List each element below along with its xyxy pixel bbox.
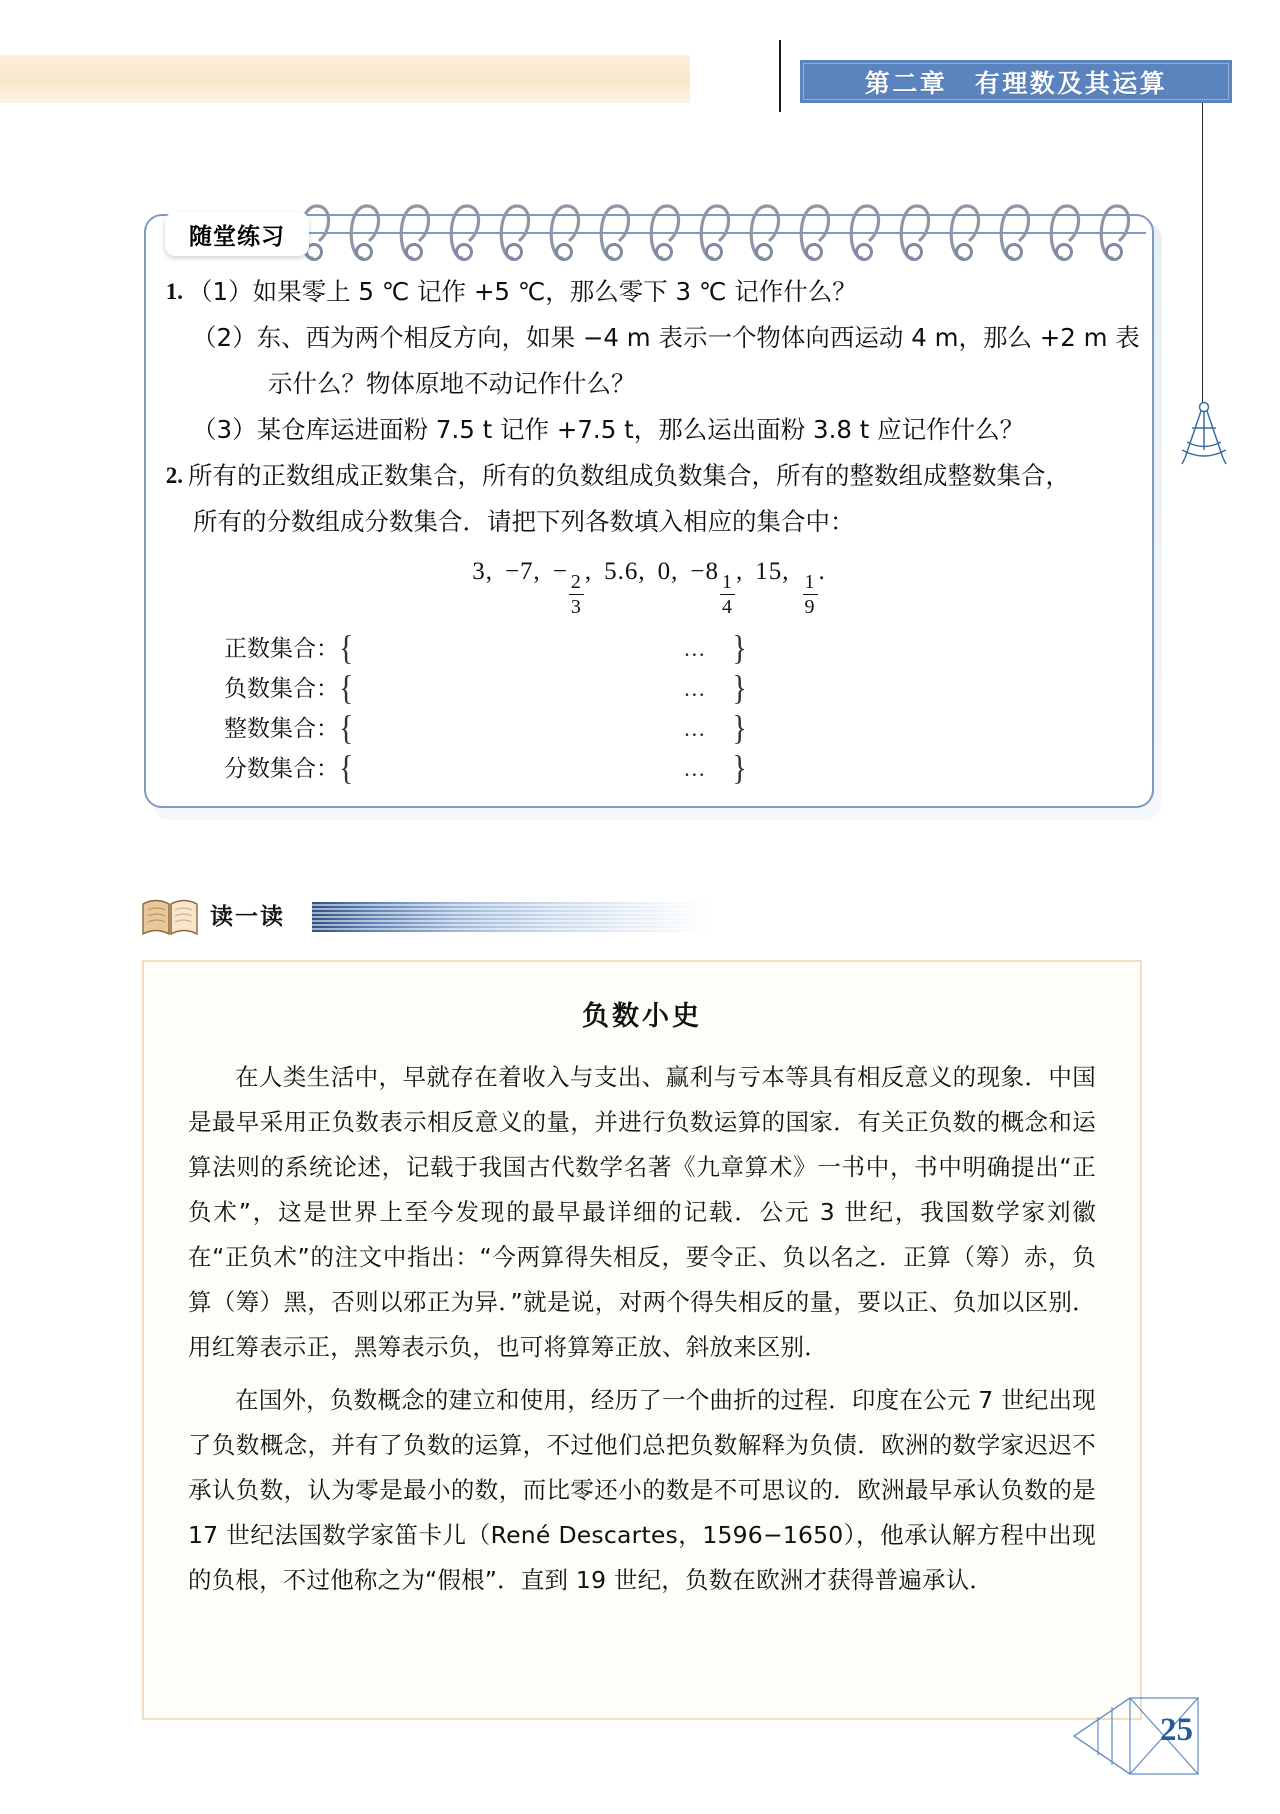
spiral-binding-rings — [300, 196, 1160, 268]
question-row — [193, 500, 1154, 544]
question-row — [268, 362, 1154, 406]
number-item: 3, — [472, 558, 493, 585]
header-cream-band — [0, 55, 690, 103]
question-row — [144, 454, 1154, 498]
part-text: 所有的正数组成正数集合，所有的负数组成负数集合，所有的整数组成整数集合， — [188, 461, 1070, 490]
set-label: 负数集合： — [224, 676, 339, 703]
brace-open: { — [339, 629, 354, 668]
reading-section-label: 读一读 — [210, 904, 285, 930]
set-ellipsis: … — [683, 676, 709, 702]
chapter-title: 第二章 有理数及其运算 — [864, 68, 1168, 98]
set-blank-list — [144, 629, 1154, 789]
set-ellipsis: … — [683, 716, 709, 742]
number-item: −7, — [504, 558, 541, 585]
part-marker: （3） — [192, 415, 257, 444]
question-row — [192, 316, 1154, 360]
part-text: 如果零上 5 ℃ 记作 +5 ℃，那么零下 3 ℃ 记作什么？ — [252, 277, 857, 306]
number-item: − $\frac{2}{3}$ , — [552, 558, 593, 619]
reading-section-banner — [140, 890, 600, 946]
part-text: 所有的分数组成分数集合．请把下列各数填入相应的集合中： — [193, 507, 855, 536]
reading-article-box — [142, 960, 1142, 1720]
number-item: 0, — [657, 558, 679, 585]
part-text: 某仓库运进面粉 7.5 t 记作 +7.5 t，那么运出面粉 3.8 t 应记作什么？ — [256, 415, 1025, 444]
number-item: 15, — [755, 558, 790, 585]
set-ellipsis: … — [683, 636, 709, 662]
set-label: 整数集合： — [224, 716, 339, 743]
question-row — [144, 270, 1154, 314]
article-paragraph: 在人类生活中，早就存在着收入与支出、赢利与亏本等具有相反意义的现象．中国是最早采用正负数表示相反意义的量，并进行负数运算的国家．有关正负数的概念和运算法则的系统论述，记载于我国古代数学名著《九章算术》一书中，书中明确提出“正负术”，这是世界上至今发现的最早最详细的记载．公元 3 世纪，我国数学家刘徽在“正负术”的注文中指出：“今两算得失相反，要令正、负以名之．正算（筹）赤，负算（筹）黑，否则以邪正为异．”就是说，对两个得失相反的量，要以正、负加以区别．用红筹表示正，黑筹表示负，也可将算筹正放、斜放来区别． — [188, 1063, 1096, 1361]
brace-close: } — [732, 709, 747, 748]
number-list — [144, 558, 1154, 617]
fraction-bar — [803, 594, 818, 595]
part-marker: （2） — [192, 323, 257, 352]
brace-open: { — [339, 749, 354, 788]
article-paragraph: 在国外，负数概念的建立和使用，经历了一个曲折的过程．印度在公元 7 世纪出现了负数概念，并有了负数的运算，不过他们总把负数解释为负债．欧洲的数学家迟迟不承认负数，认为零是最小的数，而比零还小的数是不可思议的．欧洲最早承认负数的是 17 世纪法国数学家笛卡儿（René Descartes，1596−1650），他承认解方程中出现的负根，不过他称之为“假根”．直到 19 世纪，负数在欧洲才获得普遍承认． — [188, 1386, 1096, 1594]
question-row — [192, 408, 1154, 452]
fraction-denominator: 3 — [570, 596, 582, 619]
number-item: $\frac{1}{9}$ . — [804, 558, 826, 619]
fraction-numerator: 2 — [570, 571, 582, 593]
compass-icon — [1168, 398, 1240, 470]
part-text: 东、西为两个相反方向，如果 −4 m 表示一个物体向西运动 4 m，那么 +2 m 表 — [256, 323, 1140, 352]
open-book-icon — [140, 894, 200, 940]
fraction — [569, 572, 584, 617]
exercise-content — [144, 270, 1154, 810]
question-number: 1. — [165, 279, 183, 304]
part-text: 示什么？物体原地不动记作什么？ — [268, 369, 636, 398]
set-row — [224, 749, 1154, 789]
reading-banner-bar — [312, 902, 712, 932]
set-row — [224, 709, 1154, 749]
chapter-header-banner — [800, 60, 1232, 103]
set-label: 分数集合： — [224, 756, 339, 783]
fraction-numerator: 1 — [722, 571, 734, 593]
number-item: −8 $\frac{1}{4}$ , — [690, 558, 744, 619]
set-row — [224, 629, 1154, 669]
exercise-tab-label: 随堂练习 — [189, 223, 285, 250]
brace-close: } — [732, 629, 747, 668]
fraction — [720, 572, 735, 617]
header-vertical-rule — [779, 40, 781, 112]
set-ellipsis: … — [683, 756, 709, 782]
part-marker: （1） — [188, 277, 253, 306]
brace-close: } — [732, 669, 747, 708]
header-drop-line — [1202, 103, 1203, 403]
article-title: 负数小史 — [582, 1001, 702, 1032]
number-item: 5.6, — [604, 558, 646, 585]
set-row — [224, 669, 1154, 709]
fraction-bar — [720, 594, 735, 595]
fraction-denominator: 9 — [804, 596, 816, 619]
page-number: 25 — [1160, 1712, 1193, 1748]
set-label: 正数集合： — [224, 636, 339, 663]
brace-close: } — [732, 749, 747, 788]
fraction-bar — [569, 594, 584, 595]
question-number: 2. — [165, 463, 183, 488]
brace-open: { — [339, 669, 354, 708]
brace-open: { — [339, 709, 354, 748]
exercise-tab — [165, 212, 309, 256]
fraction-denominator: 4 — [722, 596, 734, 619]
fraction-numerator: 1 — [804, 571, 816, 593]
fraction — [803, 572, 818, 617]
